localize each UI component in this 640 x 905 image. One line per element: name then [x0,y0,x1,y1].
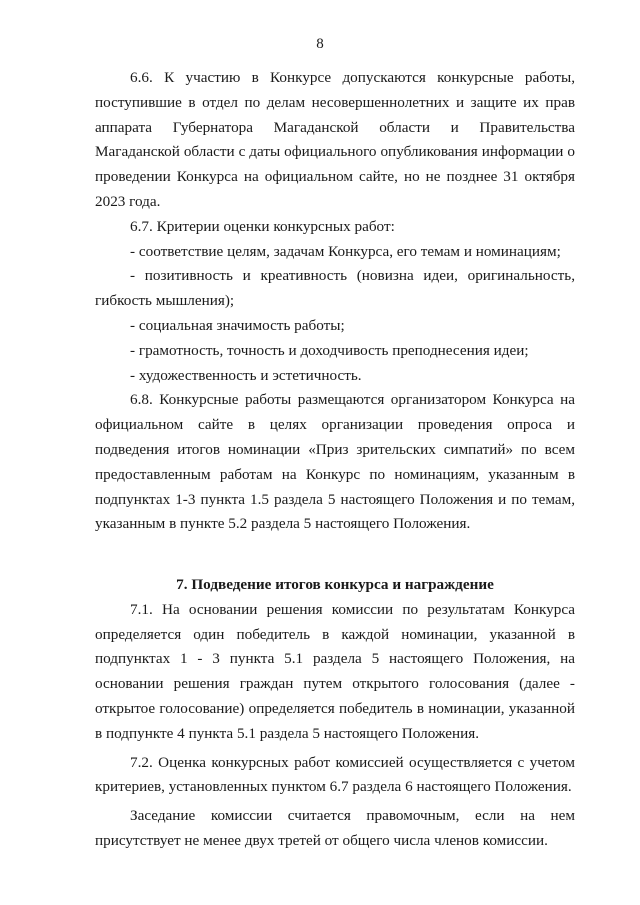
criterion-item: - позитивность и креативность (новизна идеи, оригинальность, гибкость мышления); [95,267,575,310]
criterion-item: - художественность и эстетичность. [130,366,362,384]
paragraph-6-7: 6.7. Критерии оценки конкурсных работ: [130,217,395,235]
paragraph-6-6: 6.6. К участию в Конкурсе допускаются конкурсные работы, поступившие в отдел по делам несовершеннолетних и защите их прав аппарата Губернатора Магаданской области и Правительства Магаданской области с даты официального опубликования информации о проведении Конкурса на официальном сайте, но не позднее 31 октября 2023 года. [95,69,575,210]
criterion-item: - социальная значимость работы; [130,316,345,334]
paragraph-quorum: Заседание комиссии считается правомочным, если на нем присутствует не менее двух третей от общего числа членов комиссии. [95,807,575,849]
section-6-text [95,66,575,537]
section-7-text [95,573,575,854]
criterion-item: - соответствие целям, задачам Конкурса, его темам и номинациям; [130,242,561,260]
paragraph-7-1: 7.1. На основании решения комиссии по результатам Конкурса определяется один победитель в каждой номинации, указанной в подпунктах 1 - 3 пункта 5.1 раздела 5 настоящего Положения, на основании решения граждан путем открытого голосования (далее - открытое голосование) определяется победитель в номинации, указанной в подпункте 4 пункта 5.1 раздела 5 настоящего Положения. [95,600,575,742]
page-number: 8 [316,36,324,52]
section-7-heading: 7. Подведение итогов конкурса и награждение [176,576,494,593]
criterion-item: - грамотность, точность и доходчивость преподнесения идеи; [130,341,529,359]
paragraph-6-8: 6.8. Конкурсные работы размещаются организатором Конкурса на официальном сайте в целях организации проведения опроса и подведения итогов номинации «Приз зрительских симпатий» по всем предоставленным работам на Конкурс по номинациям, указанным в подпунктах 1-3 пункта 1.5 раздела 5 настоящего Положения и по темам, указанным в пункте 5.2 раздела 5 настоящего Положения. [95,391,575,533]
paragraph-7-2: 7.2. Оценка конкурсных работ комиссией осуществляется с учетом критериев, установленных пунктом 6.7 раздела 6 настоящего Положения. [95,753,575,796]
